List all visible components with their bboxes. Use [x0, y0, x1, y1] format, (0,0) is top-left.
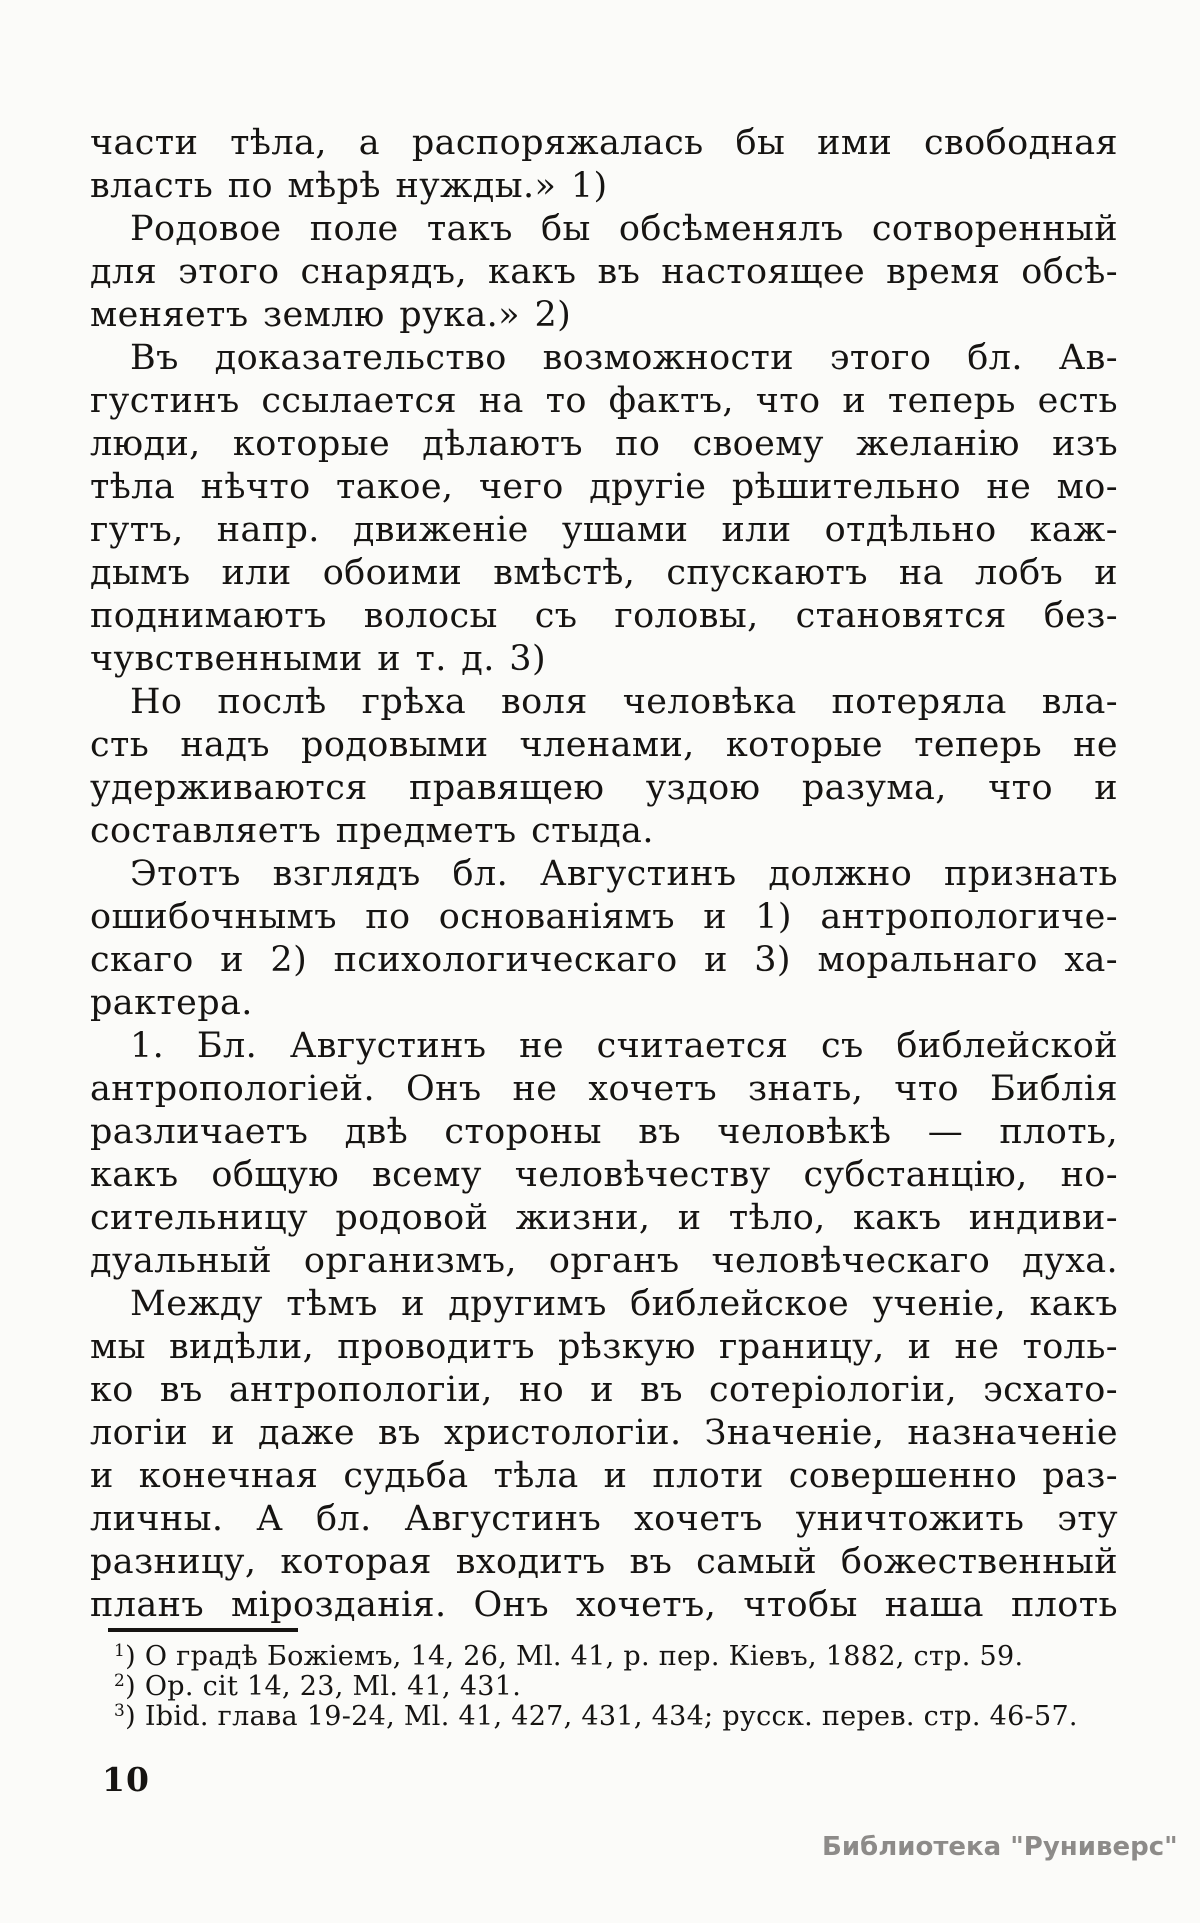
text-line: поднимаютъ волосы съ головы, становятся без- [90, 596, 1118, 636]
text-block [90, 122, 1118, 1627]
text-line: Между тѣмъ и другимъ библейское ученіе, какъ [130, 1284, 1118, 1324]
text-line: дуальный организмъ, органъ человѣческаго духа. [90, 1241, 1118, 1281]
text-line: и конечная судьба тѣла и плоти совершенно раз- [90, 1456, 1118, 1496]
text-line: ошибочнымъ по основаніямъ и 1) антропологиче- [90, 897, 1118, 937]
text-line: Но послѣ грѣха воля человѣка потеряла вла- [130, 682, 1118, 722]
text-line: меняетъ землю рука.» 2) [90, 295, 572, 335]
footnote-marker: 1 [114, 1641, 126, 1661]
paragraph [90, 853, 1118, 1025]
paragraph [90, 1283, 1118, 1627]
text-line: логіи и даже въ христологіи. Значеніе, назначеніе [90, 1413, 1118, 1453]
text-line: мы видѣли, проводитъ рѣзкую границу, и не толь- [90, 1327, 1118, 1367]
text-line: планъ мірозданія. Онъ хочетъ, чтобы наша плоть [90, 1585, 1118, 1625]
library-watermark: Библиотека "Руниверс" [822, 1832, 1178, 1862]
text-line: Родовое поле такъ бы обсѣменялъ сотворенный [130, 209, 1118, 249]
text-line: Въ доказательство возможности этого бл. Ав- [130, 338, 1118, 378]
text-line: составляетъ предметъ стыда. [90, 811, 654, 851]
text-line: Этотъ взглядъ бл. Августинъ должно признать [130, 854, 1118, 894]
text-line: гутъ, напр. движеніе ушами или отдѣльно каж- [90, 510, 1118, 550]
footnotes [90, 1642, 1120, 1732]
footnote-separator-rule [108, 1628, 298, 1632]
footnote-marker: 2 [114, 1671, 126, 1691]
text-line: тѣла нѣчто такое, чего другіе рѣшительно не мо- [90, 467, 1118, 507]
text-line: густинъ ссылается на то фактъ, что и теперь есть [90, 381, 1118, 421]
text-line: удерживаются правящею уздою разума, что и [90, 768, 1118, 808]
page-number: 10 [102, 1760, 150, 1799]
text-line: различаетъ двѣ стороны въ человѣкѣ — плоть, [90, 1112, 1118, 1152]
text-line: власть по мѣрѣ нужды.» 1) [90, 166, 608, 206]
paragraph [90, 681, 1118, 853]
text-line: дымъ или обоими вмѣстѣ, спускаютъ на лобъ и [90, 553, 1118, 593]
text-line: какъ общую всему человѣчеству субстанцію, но- [90, 1155, 1118, 1195]
text-line: для этого снарядъ, какъ въ настоящее время обсѣ- [90, 252, 1118, 292]
paragraph [90, 122, 1118, 208]
text-line: ко въ антропологіи, но и въ сотеріологіи, эсхато- [90, 1370, 1118, 1410]
text-line: люди, которые дѣлаютъ по своему желанію изъ [90, 424, 1118, 464]
text-line: рактера. [90, 983, 253, 1023]
text-line: разницу, которая входитъ въ самый божественный [90, 1542, 1118, 1582]
footnote: $^3$) Ibid. глава 19-24, Ml. 41, 427, 431, 434; русск. перев. стр. 46-57. [114, 1701, 1078, 1732]
text-line: чувственными и т. д. 3) [90, 639, 546, 679]
paragraph [90, 337, 1118, 681]
footnote-marker: 3 [114, 1701, 126, 1721]
paragraph [90, 1025, 1118, 1283]
text-line: части тѣла, а распоряжалась бы ими свободная [90, 123, 1118, 163]
text-line: личны. А бл. Августинъ хочетъ уничтожить эту [90, 1499, 1118, 1539]
text-line: скаго и 2) психологическаго и 3) моральнаго ха- [90, 940, 1118, 980]
footnote: $^1$) О градѣ Божіемъ, 14, 26, Ml. 41, р. пер. Кіевъ, 1882, стр. 59. [114, 1641, 1024, 1672]
paragraph [90, 208, 1118, 337]
text-line: сительницу родовой жизни, и тѣло, какъ индиви- [90, 1198, 1118, 1238]
text-line: сть надъ родовыми членами, которые теперь не [90, 725, 1118, 765]
footnote: $^2$) Op. cit 14, 23, Ml. 41, 431. [114, 1671, 522, 1702]
text-line: 1. Бл. Августинъ не считается съ библейской [130, 1026, 1118, 1066]
text-line: антропологіей. Онъ не хочетъ знать, что Библія [90, 1069, 1118, 1109]
